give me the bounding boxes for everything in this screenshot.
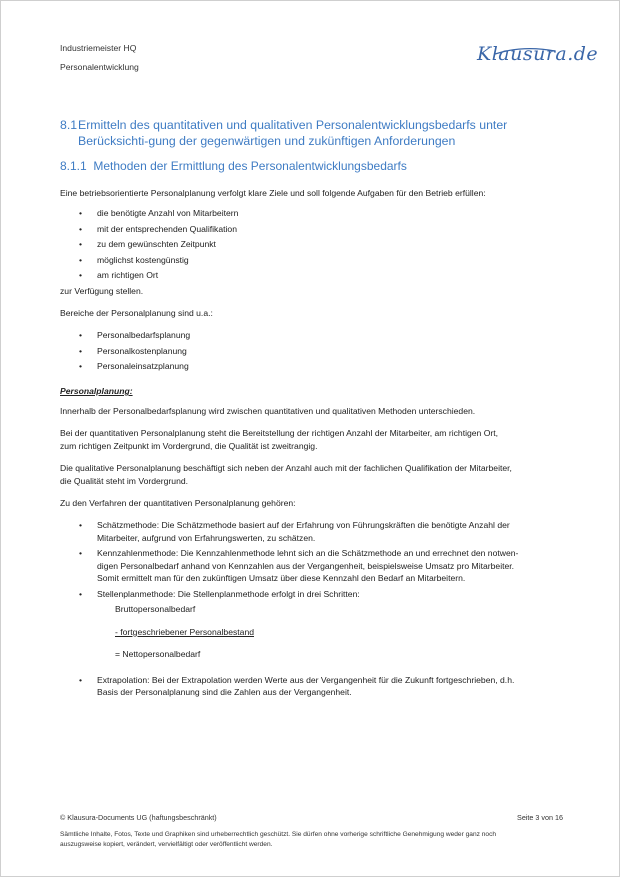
paragraph-methods: Innerhalb der Personalbedarfsplanung wird zwischen quantitativen und qualitativen Methoden unterschieden. (60, 406, 476, 416)
subsection-title: Methoden der Ermittlung des Personalentwicklungsbedarfs (93, 159, 407, 173)
intro-paragraph: Eine betriebsorientierte Personalplanung verfolgt klare Ziele und soll folgende Aufgaben für den Betrieb erfüllen: (60, 188, 486, 198)
logo-text: Klausura.de (477, 43, 599, 65)
method-extrapolation: • Extrapolation: Bei der Extrapolation werden Werte aus der Vergangenheit für die Zukunft fortgeschrieben, d.h. Basis der Personalplanung sind die Zahlen aus der Vergangenheit. (79, 674, 515, 697)
areas-list (79, 329, 565, 373)
footer-bar (60, 813, 563, 822)
paragraph-procedures: Zu den Verfahren der quantitativen Personalplanung gehören: (60, 498, 296, 508)
list-item: • Personalbedarfsplanung (79, 330, 191, 340)
footer-copyright: © Klausura-Documents UG (haftungsbeschränkt) (60, 813, 217, 822)
footer-legal: Sämtliche Inhalte, Fotos, Texte und Graphiken sind urheberrechtlich geschützt. Sie dürfen ohne vorherige schriftliche Genehmigung weder ganz noch auszugsweise kopiert, verändert, vervielfältigt oder veröffentlicht werden. (60, 831, 497, 848)
header-course: Industriemeister HQ (60, 43, 137, 53)
method-staffing-plan: • Stellenplanmethode: Die Stellenplanmethode erfolgt in drei Schritten: Bruttopersonalbedarf - fortgeschriebener Personalbestand = Nettopersonalbedarf (79, 588, 565, 661)
page-number: Seite 3 von 16 (517, 813, 563, 822)
list-item: • Personaleinsatzplanung (79, 361, 189, 371)
method-key-figures: • Kennzahlenmethode: Die Kennzahlenmethode lehnt sich an die Schätzmethode an und errechnet den notwen- digen Personalbedarf anhand von Kennzahlen aus der Vergangenheit, beispielsweise Umsatz pro Mitarbeiter. Somit ermittelt man für den zukünftigen Umsatz über diese Kennzahl den Bedarf an Mitarbeitern. (79, 548, 519, 583)
list-item: • am richtigen Ort (79, 270, 159, 280)
goals-end-text: zur Verfügung stellen. (60, 286, 144, 296)
klausura-logo (473, 41, 599, 71)
areas-intro: Bereiche der Personalplanung sind u.a.: (60, 308, 213, 318)
section-heading (60, 117, 565, 149)
subsection-number: 8.1.1 (60, 159, 87, 173)
list-item: • die benötigte Anzahl von Mitarbeitern (79, 208, 239, 218)
section-number: 8.1 (60, 118, 78, 132)
method-estimation: • Schätzmethode: Die Schätzmethode basiert auf der Erfahrung von Führungskräften die benötigte Anzahl der Mitarbeiter, aufgrund von Erfahrungswerten, zu schätzen. (79, 520, 510, 543)
paragraph-qualitative: Die qualitative Personalplanung beschäftigt sich neben der Anzahl auch mit der fachlichen Qualifikation der Mitarbeiter, die Qualität steht im Vordergrund. (60, 463, 512, 486)
subsection-heading (60, 159, 407, 173)
list-item: • mit der entsprechenden Qualifikation (79, 223, 237, 234)
list-item: • zu dem gewünschten Zeitpunkt (79, 239, 216, 249)
personalplanung-subheading: Personalplanung: (60, 386, 133, 396)
step-net-demand: = Nettopersonalbedarf (115, 649, 201, 659)
step-existing-staff: - fortgeschriebener Personalbestand (115, 626, 255, 637)
section-title: Ermitteln des quantitativen und qualitativen Personalentwicklungsbedarfs unter Berücksichti-gung der gegenwärtigen und zukünftigen Anforderungen (78, 118, 508, 148)
goals-list (79, 207, 565, 282)
header-topic: Personalentwicklung (60, 62, 139, 72)
paragraph-quantitative: Bei der quantitativen Personalplanung steht die Bereitstellung der richtigen Anzahl der Mitarbeiter, am richtigen Ort, zum richtigen Zeitpunkt im Vordergrund, die Qualität ist zweitrangig. (60, 428, 499, 451)
methods-list (79, 519, 565, 699)
list-item: • Personalkostenplanung (79, 345, 187, 356)
list-item: • möglichst kostengünstig (79, 254, 189, 265)
step-gross-demand: Bruttopersonalbedarf (115, 604, 196, 614)
